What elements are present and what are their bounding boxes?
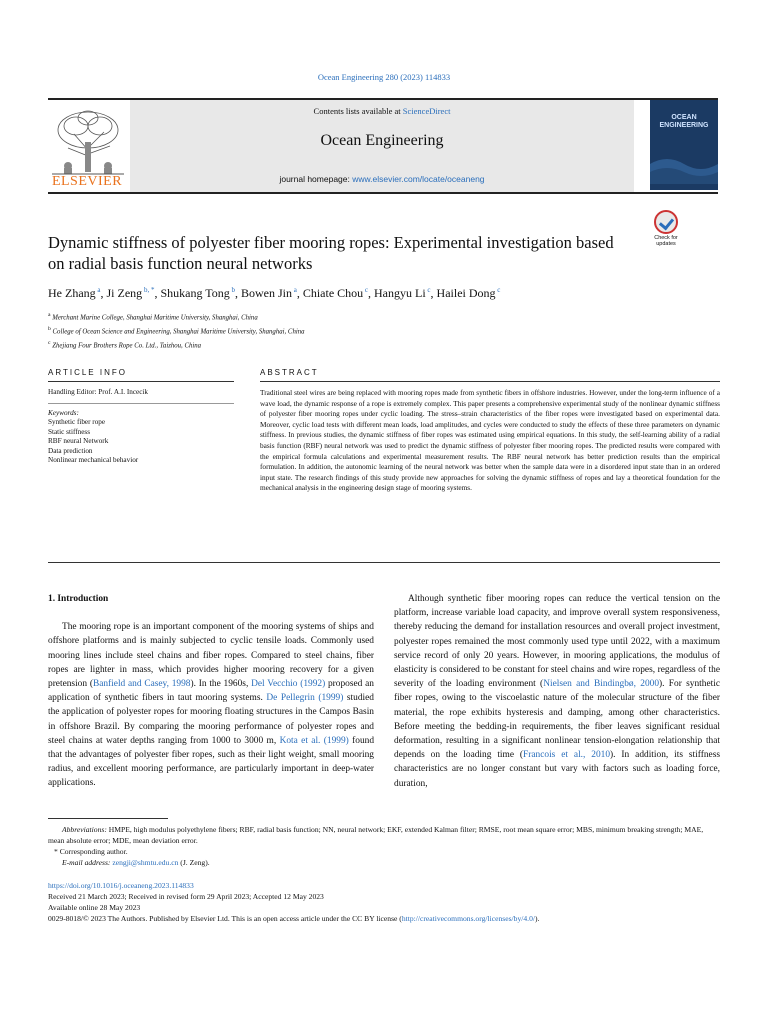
corresponding-author-note: * Corresponding author. <box>54 847 128 856</box>
author-affiliation-marker[interactable]: b <box>229 286 235 294</box>
cover-title: OCEAN ENGINEERING <box>659 114 709 129</box>
author-affiliation-marker[interactable]: a <box>95 286 101 294</box>
handling-editor: Handling Editor: Prof. A.I. Incecik <box>48 388 149 396</box>
citation-link[interactable]: Banfield and Casey, 1998 <box>92 679 191 690</box>
sciencedirect-link[interactable]: ScienceDirect <box>402 106 451 116</box>
citation-link[interactable]: De Pellegrin (1999) <box>266 693 344 704</box>
abbreviations-text: HMPE, high modulus polyethylene fibers; RBF, radial basis function; NN, neural network; EKF, extended Kalman filter; RMSE, root mean square error; MBS, minimum breaking strength; MAE, mean absolute error; MDE, mean deviation error. <box>48 825 704 845</box>
author-name[interactable]: Shukang Tong <box>160 286 230 300</box>
journal-banner-center <box>130 100 634 192</box>
keyword-item: Nonlinear mechanical behavior <box>48 456 139 464</box>
body-right-column <box>394 592 720 791</box>
citation-link[interactable]: Nielsen and Bindingbø, 2000 <box>543 679 660 690</box>
homepage-link[interactable]: www.elsevier.com/locate/oceaneng <box>352 174 485 184</box>
citation-link[interactable]: Francois et al., 2010 <box>523 750 611 761</box>
author-name[interactable]: Bowen Jin <box>240 286 292 300</box>
footnotes <box>48 824 720 868</box>
affiliation-item: $^c$ Zhejiang Four Brothers Rope Co. Ltd., Taizhou, China <box>48 339 202 349</box>
article-info-heading: ARTICLE INFO <box>48 368 127 377</box>
abbreviations-label: Abbreviations: <box>62 825 107 834</box>
check-updates-label: Check for updates <box>654 235 678 247</box>
footnote-rule <box>48 818 168 819</box>
introduction-heading: 1. Introduction <box>48 594 109 604</box>
keyword-list <box>48 418 234 466</box>
article-info-column <box>48 368 234 466</box>
abstract-heading: ABSTRACT <box>260 368 319 377</box>
license-link[interactable]: http://creativecommons.org/licenses/by/4.0/ <box>401 914 535 923</box>
available-online: Available online 28 May 2023 <box>48 903 141 912</box>
affiliations <box>48 310 305 351</box>
cover-wave-graphic <box>650 144 718 184</box>
article-title: Dynamic stiffness of polyester fiber mooring ropes: Experimental investigation based on radial basis function neural networks <box>48 233 614 273</box>
affiliation-item: $^a$ Merchant Marine College, Shanghai Maritime University, Shanghai, China <box>48 312 258 322</box>
author-name[interactable]: Chiate Chou <box>302 286 364 300</box>
doi-link[interactable]: https://doi.org/10.1016/j.oceaneng.2023.114833 <box>48 881 194 890</box>
abstract-text: Traditional steel wires are being replaced with mooring ropes made from synthetic fibers in offshore industries. However, under the long-term influence of a wave load, the dynamic response of a rope is extremely complex. This paper presents a comprehensive experimental study of the nonlinear dynamic stiffness of polyester fiber mooring ropes under cyclic loading. The stress–strain characteristics of the fiber ropes were investigated based on experimental data. Moreover, cyclic load tests with different mean loads, load amplitudes, and cycles were conducted to study the effects of these three parameters on dynamic stiffness. In previous studies, the dynamic stiffness of fiber ropes was estimated using empirical equations. In this study, the self-learning ability of a radial basis function (RBF) neural network was used to predict the dynamic stiffness of polyester fiber mooring ropes. The predicted results were compared with the empirical formula calculations and experimental measurement results. The RBF neural network has better prediction results than the empirical formulation. In addition, the autonomic learning of the neural network was better when the sample data were in a disordered input state than in an ordered input state. The research findings of this study provide new approaches for solving the dynamic stiffness of ropes and lay a theoretical foundation for the mechanical analysis in the engineering design stage of mooring systems. <box>260 388 720 493</box>
author-affiliation-marker[interactable]: c <box>425 286 431 294</box>
publisher-wordmark[interactable]: ELSEVIER <box>51 174 123 189</box>
journal-banner <box>48 98 718 194</box>
abstract-column <box>260 368 720 494</box>
contents-line: Contents lists available at ScienceDirect <box>313 106 451 116</box>
check-for-updates-button[interactable] <box>646 210 686 248</box>
check-updates-icon <box>654 210 678 234</box>
citation-link[interactable]: Kota et al. (1999) <box>279 735 349 746</box>
keywords-label: Keywords: <box>48 408 79 417</box>
email-line: E-mail address: zengji@shmtu.edu.cn (J. Zeng). <box>62 858 210 867</box>
author-name[interactable]: Ji Zeng <box>106 286 143 300</box>
author-name[interactable]: Hailei Dong <box>436 286 496 300</box>
citation-link[interactable]: Del Vecchio (1992) <box>251 679 326 690</box>
email-link[interactable]: zengji@shmtu.edu.cn <box>112 858 179 867</box>
keyword-item: Data prediction <box>48 446 93 455</box>
author-name[interactable]: He Zhang <box>48 286 96 300</box>
keyword-item: Synthetic fiber rope <box>48 418 106 426</box>
homepage-line: journal homepage: www.elsevier.com/locate/oceaneng <box>279 174 485 184</box>
author-affiliation-marker[interactable]: b, * <box>142 286 155 294</box>
journal-cover-thumbnail[interactable] <box>650 100 718 190</box>
author-affiliation-marker[interactable]: c <box>363 286 369 294</box>
author-list: He Zhang $^a$, Ji Zeng $^{b, *}$, Shukang Tong $^b$, Bowen Jin $^a$, Chiate Chou $^c$, Hangyu Li $^c$, Hailei Dong $^c$ <box>48 286 501 300</box>
keyword-item: Static stiffness <box>48 427 90 436</box>
author-name[interactable]: Hangyu Li <box>374 286 426 300</box>
body-paragraph: The mooring rope is an important component of the mooring systems of ships and offshore platforms and is mainly subjected to cyclic tensile loads. Commonly used mooring lines include steel chains and fiber ropes. Compared to steel chains, fiber ropes are lighter in mass, which provides higher mooring recovery for a given pretension (Banfield and Casey, 1998). In the 1960s, Del Vecchio (1992) proposed an application of synthetic fibers in taut mooring systems. De Pellegrin (1999) studied the application of polyester ropes for mooring floating structures in the Campos Basin in offshore Brazil. By comparing the mooring performance of polyester ropes and steel chains at water depths ranging from 1000 to 3000 m, Kota et al. (1999) found that the advantages of polyester fiber ropes, such as their light weight, small mooring radius, and excellent mooring performance, are particularly important in deep-water applications. <box>48 622 375 789</box>
journal-reference[interactable]: Ocean Engineering 280 (2023) 114833 <box>317 72 451 82</box>
body-paragraph: Although synthetic fiber mooring ropes can reduce the vertical tension on the platform, increase variable load capacity, and improve overall system responsiveness, thereby reducing the demand for installation resources and overall project investment, polyester ropes remained the most commonly used type until 2022, with a maximum service record of only 20 years. However, in mooring applications, the modulus of elasticity is considered to be constant for steel chains and wire ropes, regardless of the severity of the loading environment (Nielsen and Bindingbø, 2000). For synthetic fiber ropes, owing to the viscoelastic nature of the molecular structure of the fiber material, the rope exhibits hysteresis and damping, among other characteristics. Before meeting the bedding-in requirements, the fiber leaves significant residual deformation, resulting in a significant nonlinear tension-elongation relationship that depends on the loading time (Francois et al., 2010). In addition, its stiffness characteristics are no longer constant but vary with factors such as loading force, duration, <box>394 594 720 789</box>
license-line: 0029-8018/© 2023 The Authors. Published by Elsevier Ltd. This is an open access article under the CC BY license (http://creativecommons.org/licenses/by/4.0/). <box>48 914 540 923</box>
keyword-item: RBF neural Network <box>48 437 109 445</box>
received-dates: Received 21 March 2023; Received in revised form 29 April 2023; Accepted 12 May 2023 <box>48 892 324 901</box>
publication-info <box>48 880 720 924</box>
affiliation-item: $^b$ College of Ocean Science and Engineering, Shanghai Maritime University, Shanghai, China <box>48 325 305 336</box>
journal-name[interactable]: Ocean Engineering <box>320 132 444 149</box>
abstract-divider <box>48 562 720 563</box>
author-affiliation-marker[interactable]: c <box>495 286 501 294</box>
body-left-column <box>48 592 374 791</box>
author-affiliation-marker[interactable]: a <box>291 286 297 294</box>
